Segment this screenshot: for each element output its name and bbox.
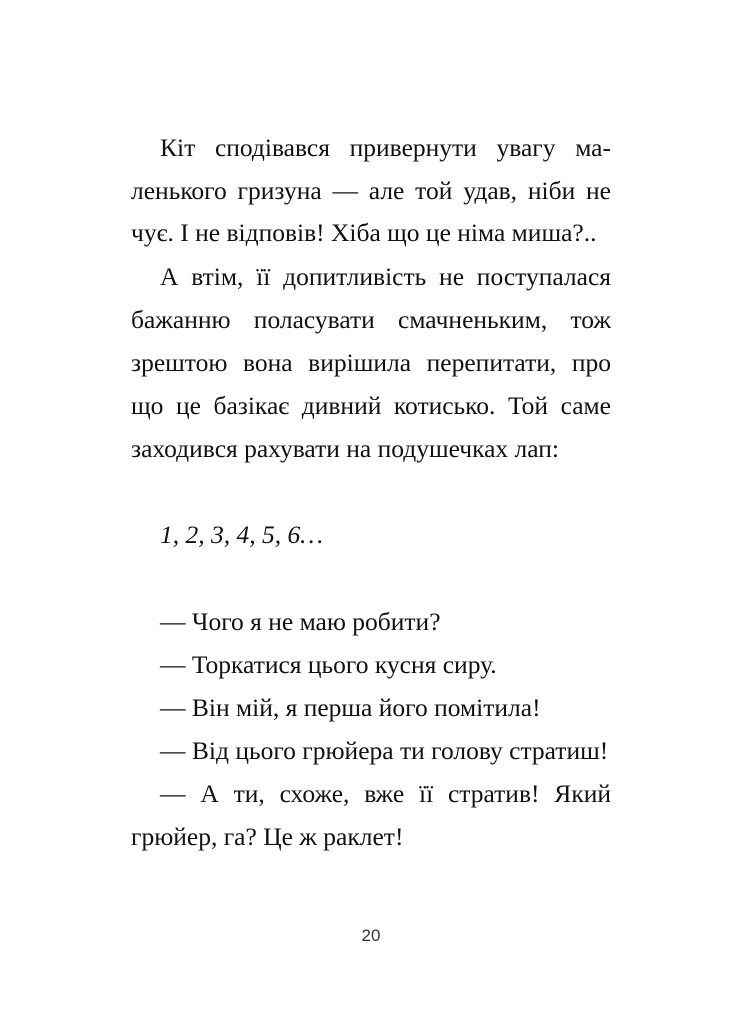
paragraph-2-line-2: бажанню поласувати смачненьким, тож (131, 305, 611, 334)
dialogue-line-6: грюйер, га? Це ж раклет! (131, 822, 404, 851)
page-number: 20 (361, 926, 381, 945)
paragraph-2-line-5: заходився рахувати на подушечках лап: (131, 434, 559, 463)
counting-line: 1, 2, 3, 4, 5, 6… (160, 520, 323, 549)
paragraph-1-line-1: Кіт сподівався привернути увагу ма- (160, 133, 611, 162)
paragraph-1-line-3: чує. І не відповів! Хіба що це німа миша?.. (131, 218, 597, 247)
dialogue-line-4: — Від цього грюйера ти голову стратиш! (160, 736, 609, 765)
paragraph-2-line-1: А втім, її допитливість не поступалася (160, 262, 611, 291)
paragraph-1-line-2: ленького гризуна — але той удав, ніби не (131, 176, 611, 205)
dialogue-line-2: — Торкатися цього кусня сиру. (160, 650, 497, 679)
paragraph-2-line-3: зрештою вона вирішила перепитати, про (131, 348, 611, 377)
dialogue-line-3: — Він мій, я перша його помітила! (160, 693, 541, 722)
paragraph-2-line-4: що це базікає дивний котисько. Той саме (131, 391, 611, 420)
dialogue-line-1: — Чого я не маю робити? (160, 607, 441, 636)
dialogue-line-5: — А ти, схоже, вже її стратив! Який (160, 779, 611, 808)
